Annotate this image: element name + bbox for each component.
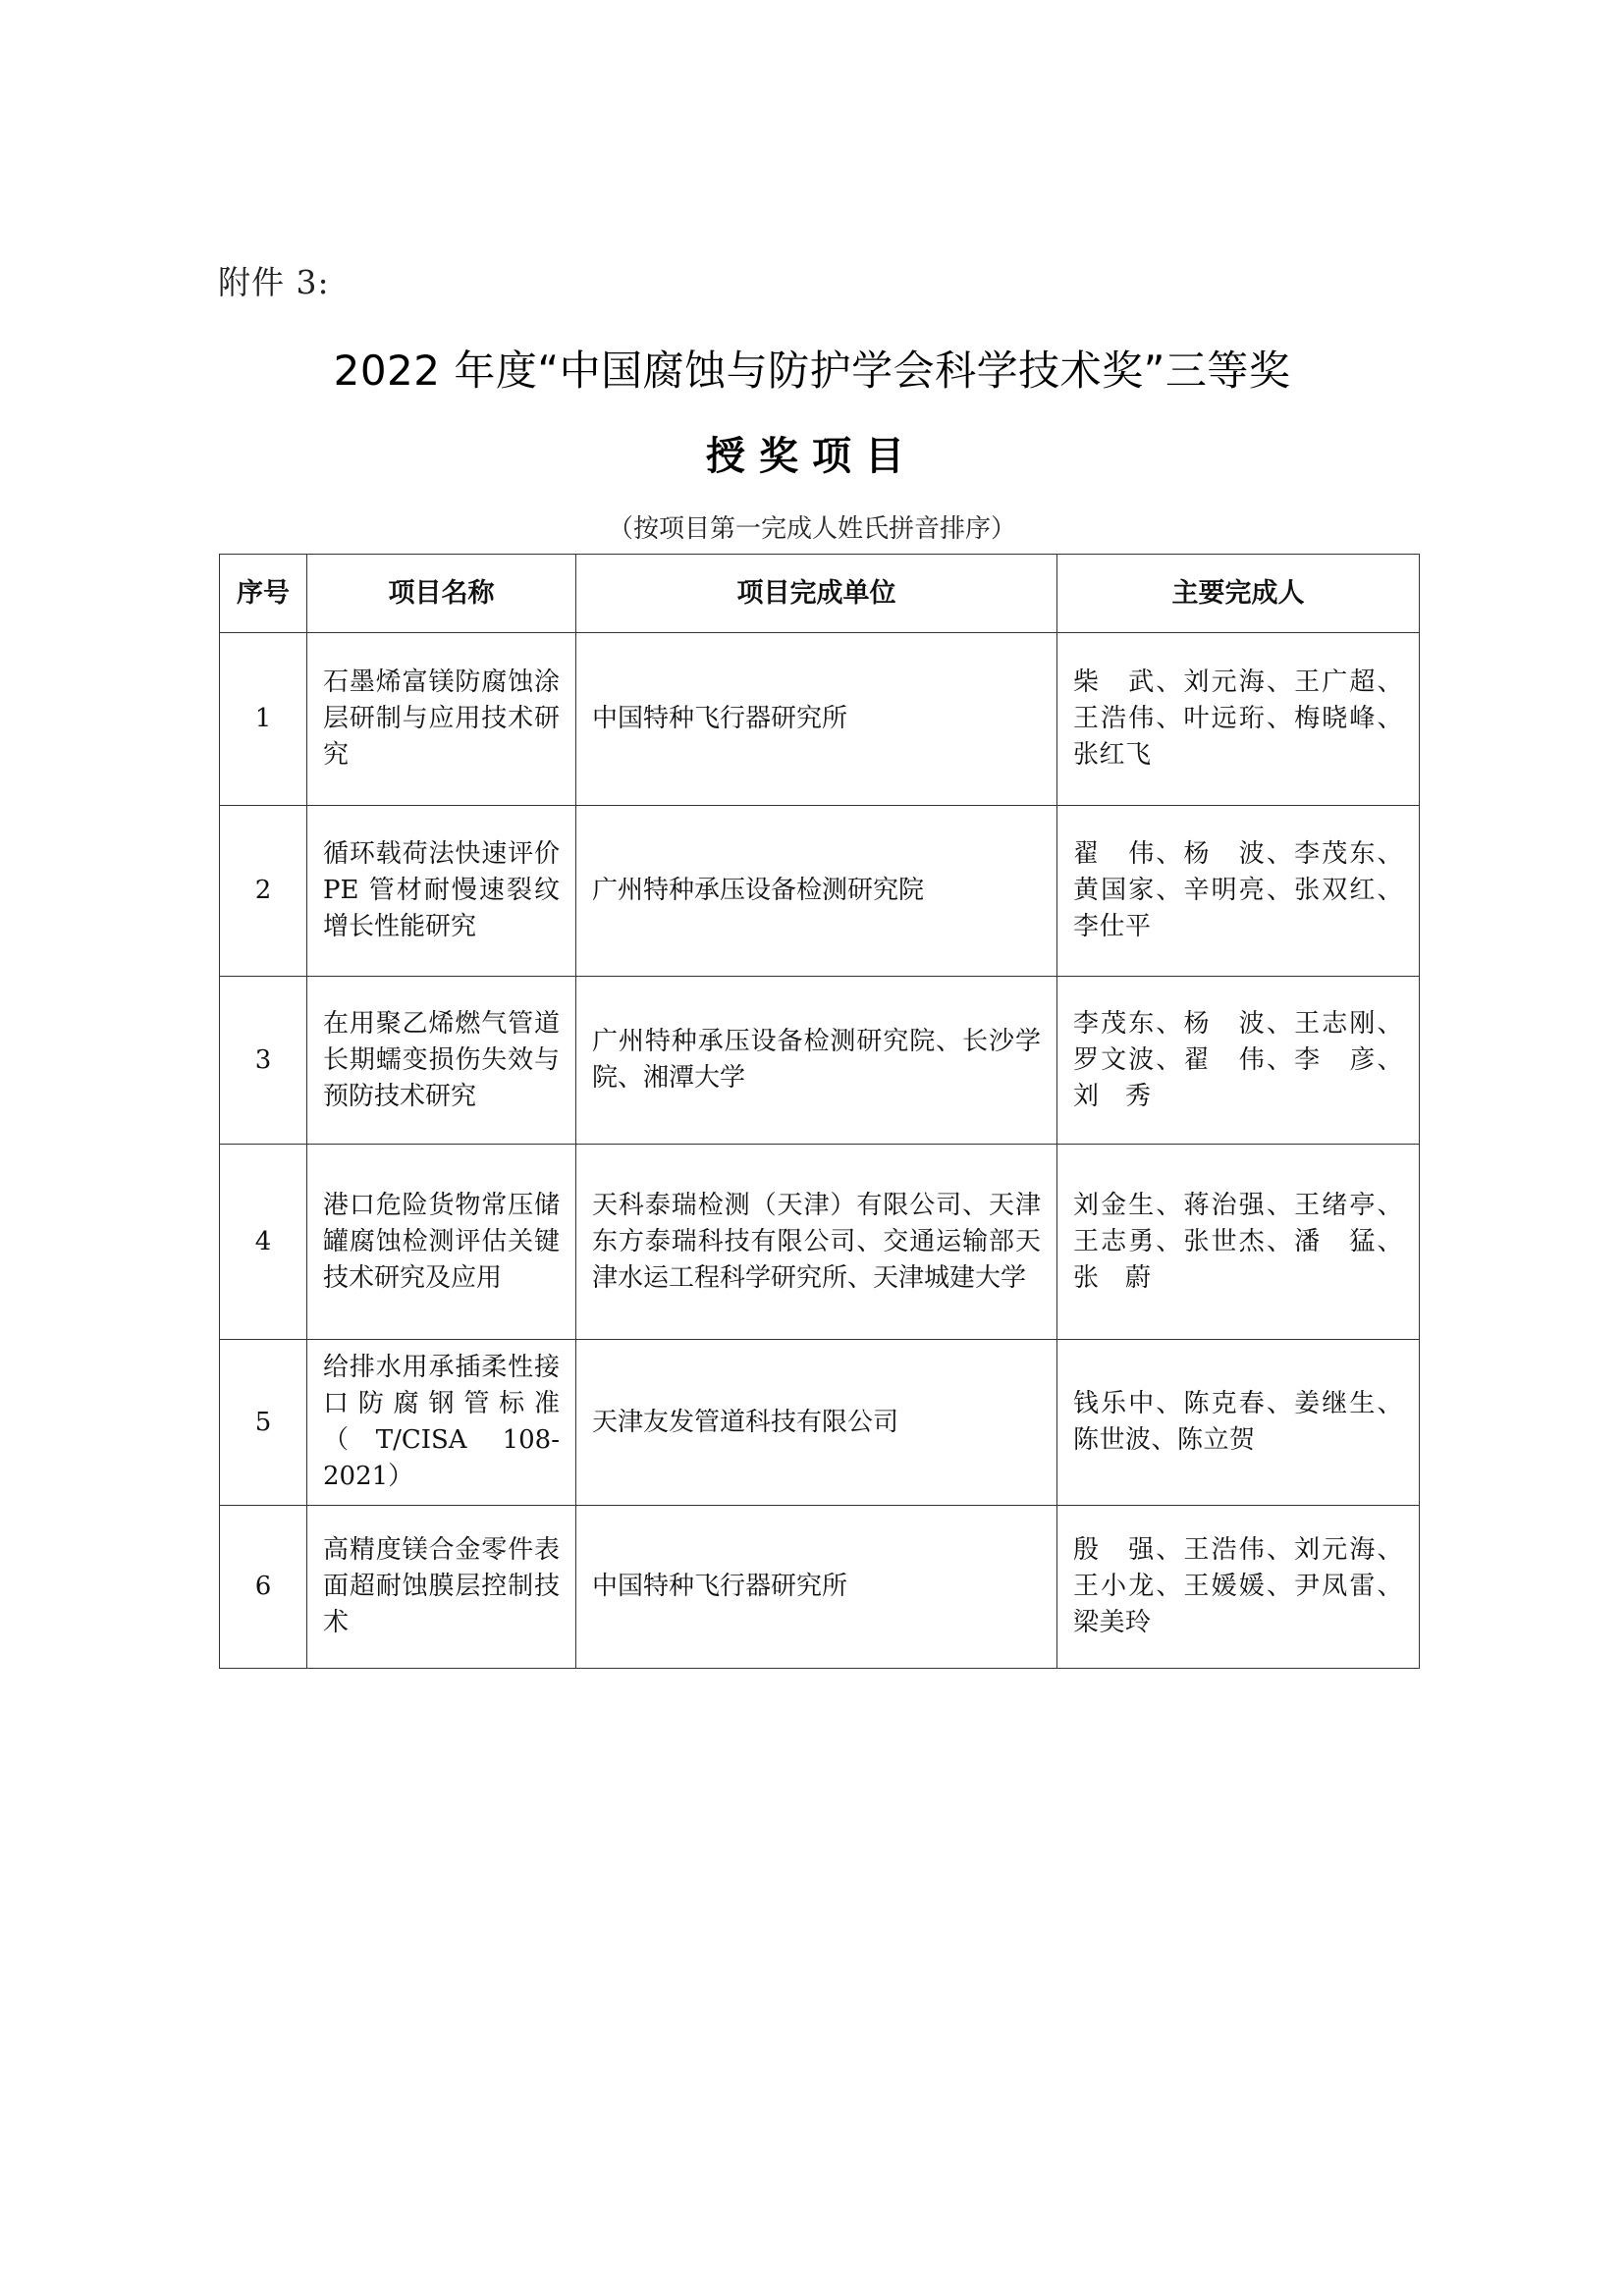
table-row xyxy=(220,977,1420,1145)
header-project-name: 项目名称 xyxy=(307,555,576,633)
row-people: 殷 强、王浩伟、刘元海、王小龙、王媛媛、尹凤雷、梁美玲 xyxy=(1057,1506,1420,1669)
header-index: 序号 xyxy=(220,555,307,633)
header-units: 项目完成单位 xyxy=(576,555,1057,633)
table-row xyxy=(220,1145,1420,1340)
row-project-name: 在用聚乙烯燃气管道长期蠕变损伤失效与预防技术研究 xyxy=(307,977,576,1145)
table-row xyxy=(220,806,1420,977)
page-title: 2022 年度“中国腐蚀与防护学会科学技术奖”三等奖 xyxy=(333,347,1291,395)
row-units: 广州特种承压设备检测研究院、长沙学院、湘潭大学 xyxy=(576,977,1057,1145)
row-people: 柴 武、刘元海、王广超、王浩伟、叶远珩、梅晓峰、张红飞 xyxy=(1057,633,1420,806)
sort-note: （按项目第一完成人姓氏拼音排序） xyxy=(607,514,1016,544)
header-main-people: 主要完成人 xyxy=(1057,555,1420,633)
row-units: 中国特种飞行器研究所 xyxy=(576,1506,1057,1669)
row-index: 6 xyxy=(220,1506,307,1669)
table-row xyxy=(220,633,1420,806)
row-index: 1 xyxy=(220,633,307,806)
row-index: 3 xyxy=(220,977,307,1145)
row-units: 广州特种承压设备检测研究院 xyxy=(576,806,1057,977)
table-header-row xyxy=(220,555,1420,633)
row-units: 天津友发管道科技有限公司 xyxy=(576,1340,1057,1506)
page-subtitle: 授奖项目 xyxy=(706,434,918,479)
row-project-name: 港口危险货物常压储罐腐蚀检测评估关键技术研究及应用 xyxy=(307,1145,576,1340)
row-index: 4 xyxy=(220,1145,307,1340)
row-people: 刘金生、蒋治强、王绪亭、王志勇、张世杰、潘 猛、张 蔚 xyxy=(1057,1145,1420,1340)
row-project-name: 循环载荷法快速评价 PE 管材耐慢速裂纹增长性能研究 xyxy=(307,806,576,977)
row-project-name: 石墨烯富镁防腐蚀涂层研制与应用技术研究 xyxy=(307,633,576,806)
row-project-name: 高精度镁合金零件表面超耐蚀膜层控制技术 xyxy=(307,1506,576,1669)
row-units: 中国特种飞行器研究所 xyxy=(576,633,1057,806)
row-people: 李茂东、杨 波、王志刚、罗文波、翟 伟、李 彦、刘 秀 xyxy=(1057,977,1420,1145)
row-index: 5 xyxy=(220,1340,307,1506)
row-index: 2 xyxy=(220,806,307,977)
row-people: 翟 伟、杨 波、李茂东、黄国家、辛明亮、张双红、李仕平 xyxy=(1057,806,1420,977)
row-units: 天科泰瑞检测（天津）有限公司、天津东方泰瑞科技有限公司、交通运输部天津水运工程科学研究所、天津城建大学 xyxy=(576,1145,1057,1340)
awards-table xyxy=(219,554,1420,1669)
row-project-name: 给排水用承插柔性接口防腐钢管标准（T/CISA 108-2021） xyxy=(307,1340,576,1506)
attachment-label: 附件 3: xyxy=(218,263,330,301)
row-people: 钱乐中、陈克春、姜继生、陈世波、陈立贺 xyxy=(1057,1340,1420,1506)
table-row xyxy=(220,1506,1420,1669)
table-row xyxy=(220,1340,1420,1506)
